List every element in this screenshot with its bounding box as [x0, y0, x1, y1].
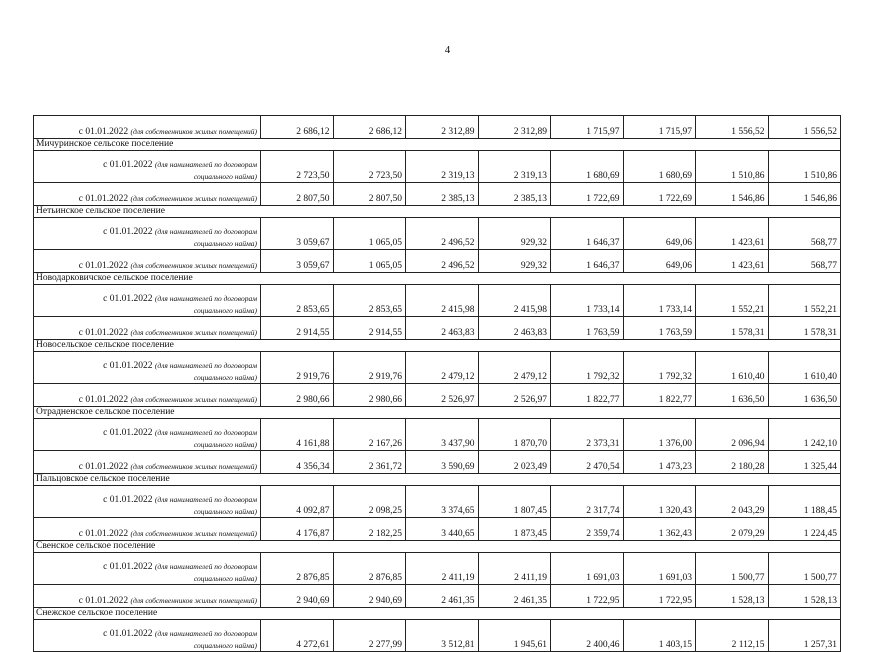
row-label-line-1	[37, 293, 257, 305]
row-label	[34, 518, 261, 541]
tenant-note-cont: социального найма)	[193, 239, 257, 248]
settlement-name: Отрадненское сельское поселение	[34, 407, 841, 419]
row-label	[34, 352, 261, 384]
owner-tariff-row	[34, 116, 841, 139]
tariff-value: 568,77	[768, 250, 841, 273]
tariff-value: 1 423,61	[696, 218, 769, 250]
tenant-tariff-row	[34, 151, 841, 183]
owner-note: (для собственников жилых помещений)	[130, 395, 257, 404]
date-prefix: с 01.01.2022	[103, 361, 153, 371]
tariff-value: 2 479,12	[478, 352, 551, 384]
date-prefix: с 01.01.2022	[103, 294, 153, 304]
settlement-name: Свенское сельское поселение	[34, 541, 841, 553]
settlement-header-row	[34, 474, 841, 486]
tenant-tariff-row	[34, 553, 841, 585]
tenant-note: (для нанимателей по договорам	[154, 428, 257, 437]
tariff-value: 2 807,50	[261, 183, 334, 206]
tariff-value: 2 940,69	[261, 585, 334, 608]
tariff-value: 2 876,85	[333, 553, 406, 585]
tenant-note: (для нанимателей по договорам	[154, 562, 257, 571]
tariff-value: 1 320,43	[623, 486, 696, 518]
row-label	[34, 620, 261, 652]
tariff-value: 2 940,69	[333, 585, 406, 608]
tariff-value: 4 092,87	[261, 486, 334, 518]
tariff-value: 1 636,50	[768, 384, 841, 407]
tariff-value: 2 096,94	[696, 419, 769, 451]
tariff-value: 2 079,29	[696, 518, 769, 541]
tariff-value: 1 528,13	[696, 585, 769, 608]
owner-tariff-row	[34, 384, 841, 407]
date-prefix: с 01.01.2022	[103, 160, 153, 170]
tariff-value: 2 385,13	[406, 183, 479, 206]
tariff-value: 1 792,32	[551, 352, 624, 384]
tariff-value: 1 873,45	[478, 518, 551, 541]
tariff-value: 2 182,25	[333, 518, 406, 541]
tariff-value: 4 176,87	[261, 518, 334, 541]
tariff-value: 2 526,97	[478, 384, 551, 407]
tariff-value: 1 528,13	[768, 585, 841, 608]
tariff-value: 2 980,66	[333, 384, 406, 407]
tariff-value: 1 680,69	[551, 151, 624, 183]
tariff-value: 568,77	[768, 218, 841, 250]
date-prefix: с 01.01.2022	[103, 227, 153, 237]
date-prefix: с 01.01.2022	[78, 462, 129, 472]
tenant-note-cont: социального найма)	[193, 507, 257, 516]
row-label	[34, 585, 261, 608]
tariff-value: 3 437,90	[406, 419, 479, 451]
tariff-value: 2 277,99	[333, 620, 406, 652]
owner-note: (для собственников жилых помещений)	[130, 127, 257, 136]
settlement-header-row	[34, 407, 841, 419]
tariff-value: 1 691,03	[551, 553, 624, 585]
row-label	[34, 419, 261, 451]
tariff-table-body	[34, 116, 841, 652]
tenant-tariff-row	[34, 352, 841, 384]
settlement-name: Снежское сельское поселение	[34, 608, 841, 620]
tariff-value: 1 552,21	[696, 285, 769, 317]
tariff-value: 2 385,13	[478, 183, 551, 206]
row-label	[34, 285, 261, 317]
settlement-header-row	[34, 608, 841, 620]
settlement-name: Нетьинское сельское поселение	[34, 206, 841, 218]
tariff-value: 1 510,86	[696, 151, 769, 183]
tariff-value: 3 059,67	[261, 218, 334, 250]
owner-note: (для собственников жилых помещений)	[130, 462, 257, 471]
tariff-value: 929,32	[478, 218, 551, 250]
tariff-value: 3 440,65	[406, 518, 479, 541]
tenant-note-cont: социального найма)	[193, 641, 257, 650]
tariff-value: 1 610,40	[696, 352, 769, 384]
tariff-value: 2 411,19	[406, 553, 479, 585]
row-label-line-1	[37, 494, 257, 506]
settlement-name: Пальцовское сельское поселение	[34, 474, 841, 486]
owner-tariff-row	[34, 451, 841, 474]
owner-tariff-row	[34, 250, 841, 273]
tariff-value: 1 065,05	[333, 218, 406, 250]
settlement-header-row	[34, 541, 841, 553]
tariff-value: 2 461,35	[478, 585, 551, 608]
page-number: 4	[444, 44, 451, 56]
row-label-line-1	[37, 427, 257, 439]
tariff-value: 2 361,72	[333, 451, 406, 474]
date-prefix: с 01.01.2022	[103, 495, 153, 505]
tariff-value: 649,06	[623, 250, 696, 273]
tariff-value: 4 356,34	[261, 451, 334, 474]
tariff-value: 2 853,65	[261, 285, 334, 317]
tariff-value: 2 914,55	[333, 317, 406, 340]
tariff-value: 2 526,97	[406, 384, 479, 407]
date-prefix: с 01.01.2022	[78, 328, 129, 338]
tenant-tariff-row	[34, 218, 841, 250]
settlement-header-row	[34, 273, 841, 285]
tenant-note: (для нанимателей по договорам	[154, 294, 257, 303]
date-prefix: с 01.01.2022	[78, 395, 129, 405]
owner-tariff-row	[34, 518, 841, 541]
tenant-note-cont: социального найма)	[193, 440, 257, 449]
tariff-value: 2 686,12	[333, 116, 406, 139]
tariff-value: 4 272,61	[261, 620, 334, 652]
tariff-value: 2 919,76	[333, 352, 406, 384]
tariff-value: 1 733,14	[551, 285, 624, 317]
tenant-tariff-row	[34, 285, 841, 317]
tariff-value: 2 807,50	[333, 183, 406, 206]
tariff-value: 1 065,05	[333, 250, 406, 273]
row-label	[34, 250, 261, 273]
tariff-value: 4 161,88	[261, 419, 334, 451]
tariff-value: 1 242,10	[768, 419, 841, 451]
tariff-value: 2 876,85	[261, 553, 334, 585]
tenant-note: (для нанимателей по договорам	[154, 160, 257, 169]
tenant-note-cont: социального найма)	[193, 574, 257, 583]
tenant-tariff-row	[34, 620, 841, 652]
tenant-note-cont: социального найма)	[193, 172, 257, 181]
tariff-value: 2 400,46	[551, 620, 624, 652]
tariff-value: 1 546,86	[768, 183, 841, 206]
date-prefix: с 01.01.2022	[103, 629, 153, 639]
tariff-value: 2 496,52	[406, 250, 479, 273]
row-label	[34, 218, 261, 250]
owner-tariff-row	[34, 317, 841, 340]
tariff-value: 1 646,37	[551, 250, 624, 273]
settlement-name: Новодарковичское сельское поселение	[34, 273, 841, 285]
tariff-value: 2 312,89	[406, 116, 479, 139]
tariff-value: 1 556,52	[696, 116, 769, 139]
tariff-value: 1 691,03	[623, 553, 696, 585]
tariff-value: 2 112,15	[696, 620, 769, 652]
tariff-value: 2 461,35	[406, 585, 479, 608]
tariff-value: 1 362,43	[623, 518, 696, 541]
tariff-value: 1 552,21	[768, 285, 841, 317]
tariff-value: 1 792,32	[623, 352, 696, 384]
tariff-value: 1 763,59	[623, 317, 696, 340]
tenant-note-cont: социального найма)	[193, 306, 257, 315]
tenant-note: (для нанимателей по договорам	[154, 629, 257, 638]
tariff-value: 1 636,50	[696, 384, 769, 407]
tariff-value: 2 723,50	[333, 151, 406, 183]
row-label	[34, 384, 261, 407]
tariff-value: 2 463,83	[406, 317, 479, 340]
date-prefix: с 01.01.2022	[78, 127, 129, 137]
tariff-value: 1 510,86	[768, 151, 841, 183]
tariff-value: 1 188,45	[768, 486, 841, 518]
tariff-value: 1 556,52	[768, 116, 841, 139]
tariff-value: 2 411,19	[478, 553, 551, 585]
tariff-value: 1 807,45	[478, 486, 551, 518]
tariff-value: 1 224,45	[768, 518, 841, 541]
tariff-value: 1 722,69	[551, 183, 624, 206]
settlement-name: Мичуринское сельсоке поселение	[34, 139, 841, 151]
tariff-value: 1 376,00	[623, 419, 696, 451]
tariff-table	[33, 115, 841, 652]
tariff-value: 2 914,55	[261, 317, 334, 340]
row-label	[34, 183, 261, 206]
tariff-value: 2 415,98	[406, 285, 479, 317]
tariff-value: 1 578,31	[768, 317, 841, 340]
tariff-value: 1 722,95	[623, 585, 696, 608]
owner-tariff-row	[34, 183, 841, 206]
row-label-line-1	[37, 628, 257, 640]
tenant-note: (для нанимателей по договорам	[154, 361, 257, 370]
date-prefix: с 01.01.2022	[78, 529, 129, 539]
tariff-value: 929,32	[478, 250, 551, 273]
tariff-value: 1 500,77	[768, 553, 841, 585]
tariff-value: 2 980,66	[261, 384, 334, 407]
owner-note: (для собственников жилых помещений)	[130, 529, 257, 538]
tariff-value: 1 257,31	[768, 620, 841, 652]
tariff-value: 2 373,31	[551, 419, 624, 451]
tariff-value: 3 059,67	[261, 250, 334, 273]
tariff-value: 1 546,86	[696, 183, 769, 206]
tariff-value: 2 470,54	[551, 451, 624, 474]
tenant-note: (для нанимателей по договорам	[154, 227, 257, 236]
row-label	[34, 116, 261, 139]
tariff-value: 2 496,52	[406, 218, 479, 250]
tariff-value: 1 722,69	[623, 183, 696, 206]
owner-note: (для собственников жилых помещений)	[130, 261, 257, 270]
row-label-line-1	[37, 159, 257, 171]
tariff-value: 1 763,59	[551, 317, 624, 340]
owner-tariff-row	[34, 585, 841, 608]
tariff-value: 3 512,81	[406, 620, 479, 652]
tariff-value: 2 317,74	[551, 486, 624, 518]
tenant-note-cont: социального найма)	[193, 373, 257, 382]
tariff-value: 1 646,37	[551, 218, 624, 250]
date-prefix: с 01.01.2022	[78, 194, 129, 204]
date-prefix: с 01.01.2022	[78, 596, 129, 606]
settlement-name: Новосельское сельское поселение	[34, 340, 841, 352]
owner-note: (для собственников жилых помещений)	[130, 194, 257, 203]
settlement-header-row	[34, 206, 841, 218]
row-label-line-1	[37, 360, 257, 372]
tariff-value: 2 312,89	[478, 116, 551, 139]
row-label-line-1	[37, 226, 257, 238]
settlement-header-row	[34, 139, 841, 151]
owner-note: (для собственников жилых помещений)	[130, 596, 257, 605]
row-label	[34, 317, 261, 340]
date-prefix: с 01.01.2022	[103, 428, 153, 438]
row-label	[34, 553, 261, 585]
owner-note: (для собственников жилых помещений)	[130, 328, 257, 337]
tenant-tariff-row	[34, 419, 841, 451]
tariff-value: 2 359,74	[551, 518, 624, 541]
tariff-value: 1 610,40	[768, 352, 841, 384]
tariff-value: 1 722,95	[551, 585, 624, 608]
tariff-value: 1 870,70	[478, 419, 551, 451]
tariff-value: 1 500,77	[696, 553, 769, 585]
date-prefix: с 01.01.2022	[78, 261, 129, 271]
row-label-line-1	[37, 561, 257, 573]
tariff-value: 3 374,65	[406, 486, 479, 518]
tariff-value: 1 423,61	[696, 250, 769, 273]
tariff-value: 2 319,13	[406, 151, 479, 183]
tariff-value: 2 686,12	[261, 116, 334, 139]
tariff-value: 2 723,50	[261, 151, 334, 183]
tariff-value: 2 319,13	[478, 151, 551, 183]
settlement-header-row	[34, 340, 841, 352]
tariff-value: 1 715,97	[623, 116, 696, 139]
tariff-value: 1 473,23	[623, 451, 696, 474]
date-prefix: с 01.01.2022	[103, 562, 153, 572]
tenant-tariff-row	[34, 486, 841, 518]
tariff-value: 2 919,76	[261, 352, 334, 384]
tariff-value: 1 403,15	[623, 620, 696, 652]
tariff-value: 2 415,98	[478, 285, 551, 317]
tariff-value: 2 463,83	[478, 317, 551, 340]
row-label	[34, 451, 261, 474]
tariff-value: 2 167,26	[333, 419, 406, 451]
tariff-value: 2 479,12	[406, 352, 479, 384]
tariff-value: 2 853,65	[333, 285, 406, 317]
tariff-value: 1 715,97	[551, 116, 624, 139]
tariff-value: 1 945,61	[478, 620, 551, 652]
row-label	[34, 486, 261, 518]
tariff-value: 1 822,77	[623, 384, 696, 407]
tariff-value: 2 180,28	[696, 451, 769, 474]
tariff-value: 1 822,77	[551, 384, 624, 407]
tariff-value: 1 680,69	[623, 151, 696, 183]
tariff-value: 3 590,69	[406, 451, 479, 474]
tenant-note: (для нанимателей по договорам	[154, 495, 257, 504]
tariff-value: 1 578,31	[696, 317, 769, 340]
tariff-value: 2 023,49	[478, 451, 551, 474]
tariff-value: 1 733,14	[623, 285, 696, 317]
tariff-value: 1 325,44	[768, 451, 841, 474]
tariff-value: 2 098,25	[333, 486, 406, 518]
row-label	[34, 151, 261, 183]
tariff-value: 649,06	[623, 218, 696, 250]
tariff-value: 2 043,29	[696, 486, 769, 518]
